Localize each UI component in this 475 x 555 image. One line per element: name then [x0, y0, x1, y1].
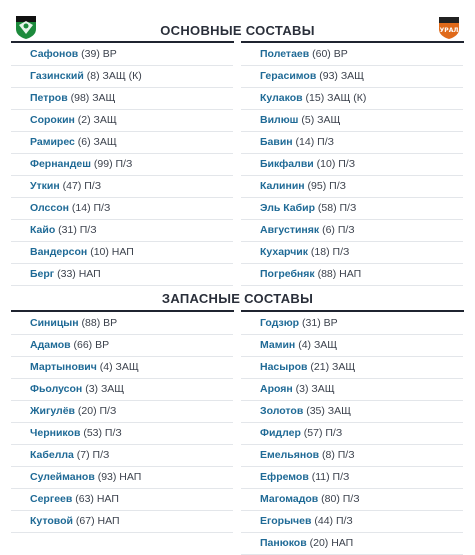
player-name-link[interactable]: Фидлер	[260, 427, 301, 439]
player-name-link[interactable]: Егорычев	[260, 515, 312, 527]
player-number-position: (58) П/З	[314, 202, 357, 214]
player-number-position: (44) П/З	[311, 515, 353, 527]
player-name-link[interactable]: Кулаков	[260, 92, 303, 104]
section-title: ОСНОВНЫЕ СОСТАВЫ	[160, 22, 315, 38]
home-starting-list	[11, 44, 233, 286]
player-name-link[interactable]: Газинский	[30, 70, 84, 82]
player-number-position: (63) НАП	[72, 493, 119, 505]
player-row	[241, 335, 463, 357]
divider	[11, 41, 234, 43]
svg-text:УРАЛ: УРАЛ	[439, 27, 459, 34]
player-name-link[interactable]: Мартынович	[30, 361, 97, 373]
divider	[241, 41, 464, 43]
player-number-position: (66) ВР	[70, 339, 110, 351]
player-name-link[interactable]: Панюков	[260, 537, 307, 549]
player-row	[241, 242, 463, 264]
player-number-position: (3) ЗАЩ	[82, 383, 125, 395]
player-name-link[interactable]: Золотов	[260, 405, 304, 417]
player-row	[11, 423, 233, 445]
player-number-position: (7) П/З	[73, 449, 110, 461]
player-row	[11, 66, 233, 88]
player-number-position: (47) П/З	[59, 180, 102, 192]
player-row	[241, 423, 463, 445]
player-row	[11, 357, 233, 379]
player-number-position: (6) ЗАЩ	[74, 136, 117, 148]
player-number-position: (4) ЗАЩ	[295, 339, 338, 351]
player-number-position: (5) ЗАЩ	[298, 114, 341, 126]
player-row	[11, 154, 233, 176]
player-number-position: (39) ВР	[78, 48, 117, 60]
home-subs-list	[11, 313, 233, 533]
player-number-position: (4) ЗАЩ	[96, 361, 139, 373]
player-name-link[interactable]: Емельянов	[260, 449, 320, 461]
player-name-link[interactable]: Годзюр	[260, 317, 300, 329]
player-name-link[interactable]: Ефремов	[260, 471, 309, 483]
player-row	[241, 132, 463, 154]
player-name-link[interactable]: Полетаев	[260, 48, 310, 60]
player-name-link[interactable]: Магомадов	[260, 493, 319, 505]
player-row	[11, 401, 233, 423]
player-number-position: (18) П/З	[308, 246, 350, 258]
player-name-link[interactable]: Кухарчик	[260, 246, 309, 258]
player-row	[241, 176, 463, 198]
player-number-position: (6) П/З	[319, 224, 355, 236]
player-number-position: (21) ЗАЩ	[307, 361, 356, 373]
player-name-link[interactable]: Бавин	[260, 136, 293, 148]
section-title: ЗАПАСНЫЕ СОСТАВЫ	[161, 290, 314, 306]
player-row	[11, 335, 233, 357]
player-name-link[interactable]: Вилюш	[260, 114, 299, 126]
player-name-link[interactable]: Мамин	[260, 339, 296, 351]
player-row	[11, 511, 233, 533]
player-name-link[interactable]: Синицын	[30, 317, 79, 329]
player-number-position: (20) НАП	[306, 537, 354, 549]
divider	[241, 310, 464, 312]
player-name-link[interactable]: Черников	[30, 427, 81, 439]
player-number-position: (95) П/З	[304, 180, 346, 192]
player-name-link[interactable]: Погребняк	[260, 268, 315, 280]
player-name-link[interactable]: Рамирес	[30, 136, 75, 148]
player-name-link[interactable]: Олссон	[30, 202, 69, 214]
player-name-link[interactable]: Сорокин	[30, 114, 75, 126]
player-number-position: (88) ВР	[78, 317, 118, 329]
player-row	[241, 66, 463, 88]
player-row	[241, 445, 463, 467]
player-name-link[interactable]: Кутовой	[30, 515, 73, 527]
player-number-position: (93) ЗАЩ	[316, 70, 365, 82]
player-row	[11, 110, 233, 132]
player-number-position: (20) П/З	[74, 405, 117, 417]
player-row	[241, 220, 463, 242]
player-row	[241, 44, 463, 66]
player-row	[241, 401, 463, 423]
player-name-link[interactable]: Адамов	[30, 339, 71, 351]
divider	[11, 310, 234, 312]
player-row	[241, 198, 463, 220]
player-number-position: (80) П/З	[318, 493, 360, 505]
player-name-link[interactable]: Сергеев	[30, 493, 73, 505]
player-row	[11, 88, 233, 110]
player-name-link[interactable]: Уткин	[30, 180, 60, 192]
player-name-link[interactable]: Фернандеш	[30, 158, 91, 170]
player-number-position: (3) ЗАЩ	[292, 383, 335, 395]
player-number-position: (10) НАП	[87, 246, 134, 258]
player-row	[241, 379, 463, 401]
player-row	[11, 176, 233, 198]
player-row	[241, 533, 463, 555]
player-row	[241, 511, 463, 533]
player-number-position: (57) П/З	[300, 427, 343, 439]
player-row	[241, 489, 463, 511]
player-number-position: (15) ЗАЩ (К)	[302, 92, 367, 104]
player-row	[241, 154, 463, 176]
away-starting-list	[241, 44, 463, 286]
player-row	[241, 467, 463, 489]
player-name-link[interactable]: Бикфалви	[260, 158, 314, 170]
player-number-position: (60) ВР	[309, 48, 348, 60]
player-name-link[interactable]: Насыров	[260, 361, 308, 373]
player-number-position: (33) НАП	[54, 268, 101, 280]
player-name-link[interactable]: Сафонов	[30, 48, 79, 60]
player-number-position: (98) ЗАЩ	[67, 92, 116, 104]
player-number-position: (31) П/З	[55, 224, 97, 236]
player-name-link[interactable]: Кабелла	[30, 449, 74, 461]
player-number-position: (93) НАП	[94, 471, 142, 483]
player-name-link[interactable]: Калинин	[260, 180, 305, 192]
player-name-link[interactable]: Жигулёв	[30, 405, 75, 417]
player-number-position: (53) П/З	[80, 427, 122, 439]
player-row	[11, 242, 233, 264]
player-number-position: (31) ВР	[299, 317, 338, 329]
player-name-link[interactable]: Фьолусон	[30, 383, 83, 395]
player-row	[11, 379, 233, 401]
player-row	[11, 198, 233, 220]
player-number-position: (2) ЗАЩ	[74, 114, 117, 126]
player-name-link[interactable]: Вандерсон	[30, 246, 88, 258]
player-name-link[interactable]: Сулейманов	[30, 471, 95, 483]
player-row	[241, 357, 463, 379]
player-number-position: (67) НАП	[72, 515, 120, 527]
player-number-position: (8) П/З	[319, 449, 355, 461]
player-row	[241, 88, 463, 110]
player-number-position: (88) НАП	[314, 268, 362, 280]
player-name-link[interactable]: Петров	[30, 92, 68, 104]
player-name-link[interactable]: Эль Кабир	[260, 202, 315, 214]
player-number-position: (14) П/З	[292, 136, 334, 148]
player-number-position: (35) ЗАЩ	[303, 405, 351, 417]
player-row	[11, 445, 233, 467]
player-name-link[interactable]: Августиняк	[260, 224, 320, 236]
player-row	[11, 220, 233, 242]
player-number-position: (10) П/З	[313, 158, 356, 170]
player-row	[11, 313, 233, 335]
player-name-link[interactable]: Герасимов	[260, 70, 317, 82]
player-row	[11, 132, 233, 154]
player-name-link[interactable]: Кайо	[30, 224, 56, 236]
away-subs-list	[241, 313, 463, 555]
player-row	[241, 110, 463, 132]
player-number-position: (8) ЗАЩ (К)	[83, 70, 142, 82]
player-number-position: (11) П/З	[308, 471, 350, 483]
player-number-position: (14) П/З	[69, 202, 111, 214]
player-number-position: (99) П/З	[91, 158, 133, 170]
player-row	[241, 313, 463, 335]
player-row	[11, 44, 233, 66]
player-name-link[interactable]: Берг	[30, 268, 55, 280]
player-name-link[interactable]: Ароян	[260, 383, 293, 395]
player-row	[11, 489, 233, 511]
player-row	[11, 467, 233, 489]
